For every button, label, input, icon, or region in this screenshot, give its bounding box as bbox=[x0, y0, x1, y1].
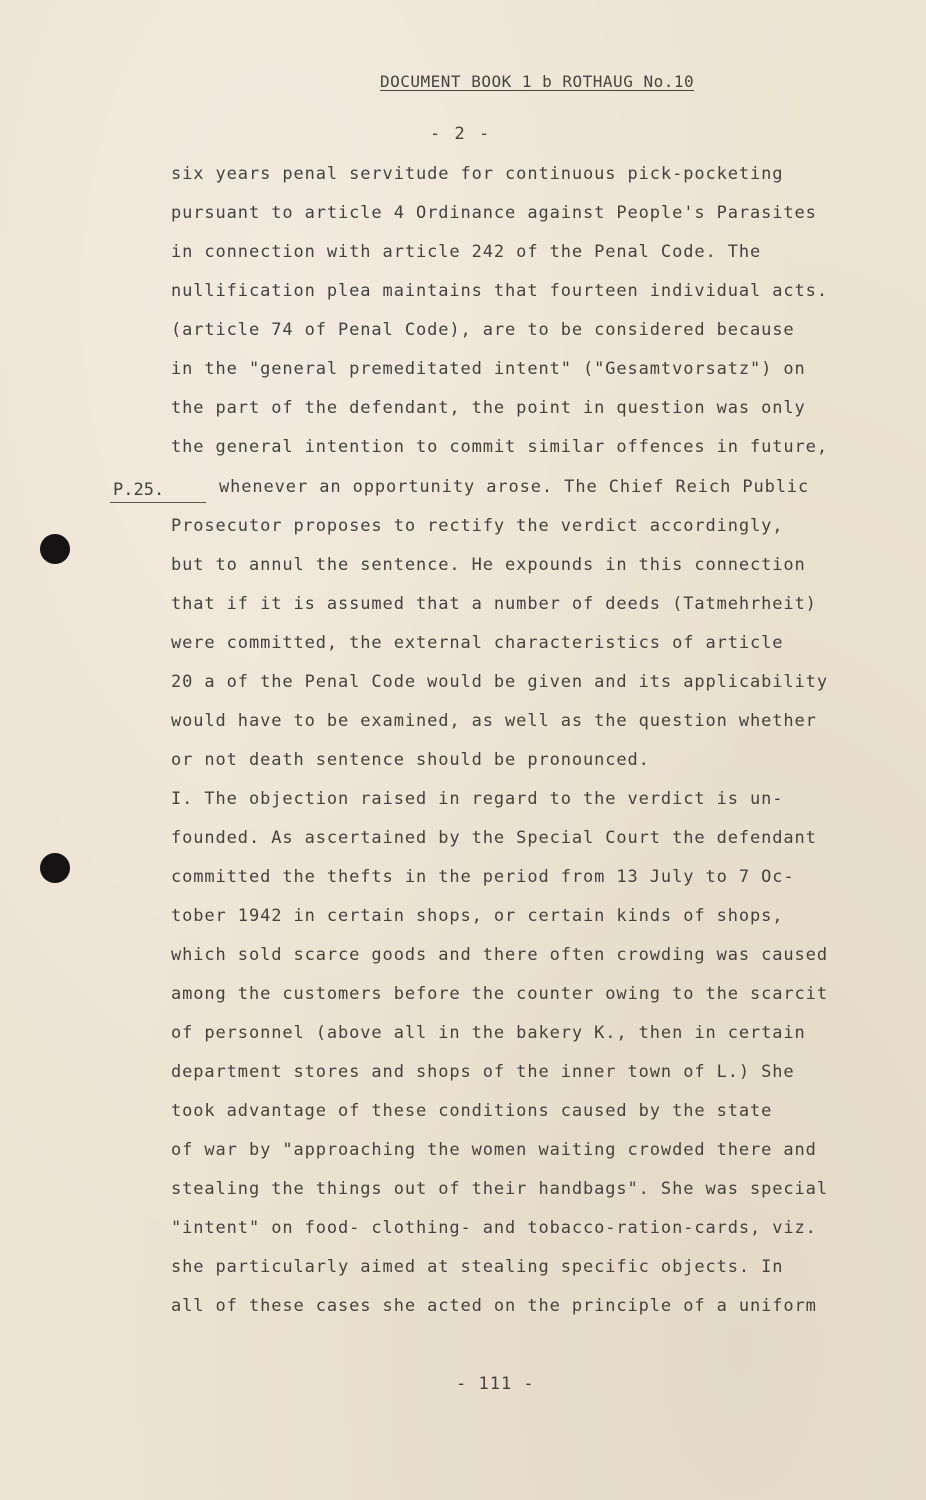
body-line: but to annul the sentence. He expounds in this connection bbox=[171, 555, 806, 575]
page-marker: - 2 - bbox=[430, 124, 492, 144]
body-line: (article 74 of Penal Code), are to be considered because bbox=[171, 320, 795, 340]
body-line: among the customers before the counter owing to the scarcit bbox=[171, 984, 828, 1004]
margin-note: P.25. bbox=[113, 480, 165, 500]
body-line: stealing the things out of their handbags". She was special bbox=[171, 1179, 828, 1199]
body-line: of war by "approaching the women waiting crowded there and bbox=[171, 1140, 817, 1160]
body-line: in connection with article 242 of the Penal Code. The bbox=[171, 242, 762, 262]
body-line: would have to be examined, as well as the question whether bbox=[171, 711, 817, 731]
punch-hole-lower bbox=[40, 853, 70, 883]
body-line: she particularly aimed at stealing specific objects. In bbox=[171, 1257, 784, 1277]
body-line: tober 1942 in certain shops, or certain kinds of shops, bbox=[171, 906, 784, 926]
body-line: which sold scarce goods and there often crowding was caused bbox=[171, 945, 828, 965]
body-line: Prosecutor proposes to rectify the verdict accordingly, bbox=[171, 516, 784, 536]
body-line: six years penal servitude for continuous pick-pocketing bbox=[171, 164, 784, 184]
body-line: all of these cases she acted on the principle of a uniform bbox=[171, 1296, 817, 1316]
body-line: in the "general premeditated intent" ("Gesamtvorsatz") on bbox=[171, 359, 806, 379]
body-line: or not death sentence should be pronounced. bbox=[171, 750, 650, 770]
punch-hole-upper bbox=[40, 534, 70, 564]
body-line: the general intention to commit similar offences in future, bbox=[171, 437, 828, 457]
body-line: whenever an opportunity arose. The Chief Reich Public bbox=[219, 477, 810, 497]
body-line: nullification plea maintains that fourteen individual acts. bbox=[171, 281, 828, 301]
body-line: were committed, the external characteristics of article bbox=[171, 633, 784, 653]
body-line: "intent" on food- clothing- and tobacco-ration-cards, viz. bbox=[171, 1218, 817, 1238]
body-line: committed the thefts in the period from 13 July to 7 Oc- bbox=[171, 867, 795, 887]
document-header: DOCUMENT BOOK 1 b ROTHAUG No.10 bbox=[380, 72, 695, 91]
body-line: the part of the defendant, the point in question was only bbox=[171, 398, 806, 418]
body-line: founded. As ascertained by the Special Court the defendant bbox=[171, 828, 817, 848]
margin-note-underline bbox=[110, 502, 206, 503]
body-line: I. The objection raised in regard to the verdict is un- bbox=[171, 789, 784, 809]
body-line: 20 a of the Penal Code would be given and its applicability bbox=[171, 672, 828, 692]
page-number: - 111 - bbox=[456, 1374, 535, 1394]
body-line: pursuant to article 4 Ordinance against People's Parasites bbox=[171, 203, 817, 223]
body-line: that if it is assumed that a number of deeds (Tatmehrheit) bbox=[171, 594, 817, 614]
body-line: took advantage of these conditions caused by the state bbox=[171, 1101, 773, 1121]
body-line: department stores and shops of the inner town of L.) She bbox=[171, 1062, 795, 1082]
body-line: of personnel (above all in the bakery K., then in certain bbox=[171, 1023, 806, 1043]
